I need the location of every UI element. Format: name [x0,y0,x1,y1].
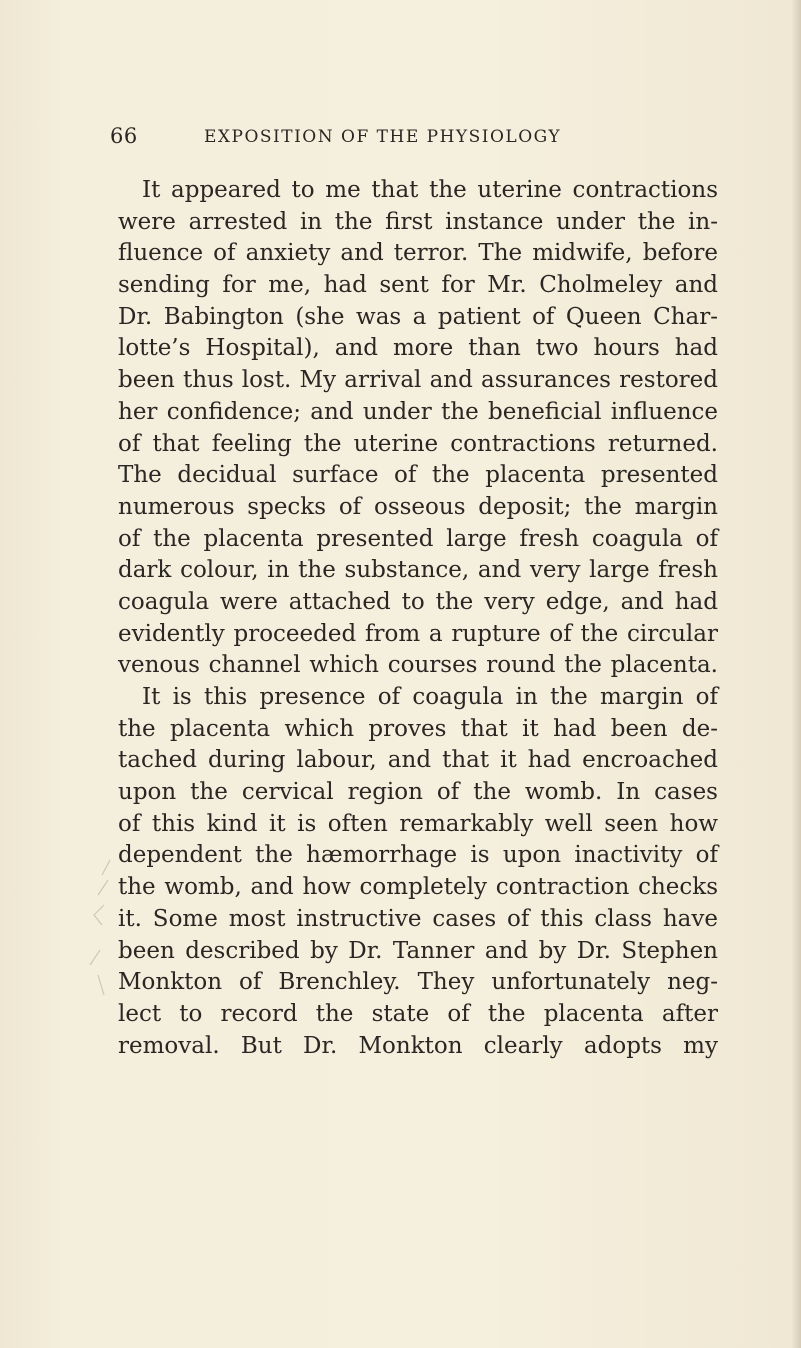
page-edge-shadow [791,0,801,1348]
running-head [0,124,801,154]
text-line: lotte’s Hospital), and more than two hours had [118,335,718,362]
text-line: removal. But Dr. Monkton clearly adopts my [118,1032,718,1059]
text-line: tached during labour, and that it had encroached [118,747,718,774]
text-line: the placenta which proves that it had been de- [118,715,718,742]
body-text [118,175,718,1062]
text-line: fluence of anxiety and terror. The midwife, before [118,240,718,267]
page-number: 66 [110,124,138,148]
text-line: been described by Dr. Tanner and by Dr. Stephen [118,937,718,964]
text-line: of this kind it is often remarkably well seen how [118,810,718,837]
text-line: it. Some most instructive cases of this class have [118,905,718,932]
text-line: been thus lost. My arrival and assurances restored [118,367,718,394]
text-line: of the placenta presented large fresh coagula of [118,525,718,552]
text-line: The decidual surface of the placenta presented [118,462,718,489]
text-line: It appeared to me that the uterine contractions [142,177,718,203]
running-head-title: EXPOSITION OF THE PHYSIOLOGY [204,127,562,147]
text-line: evidently proceeded from a rupture of the circular [118,620,718,647]
text-line: It is this presence of coagula in the margin of [142,684,718,710]
text-line: coagula were attached to the very edge, and had [118,588,718,615]
text-line: upon the cervical region of the womb. In cases [118,779,718,806]
show-through-mark [80,855,120,1005]
text-line: of that feeling the uterine contractions returned. [118,430,718,457]
text-line: sending for me, had sent for Mr. Cholmeley and [118,272,718,299]
text-line: her confidence; and under the beneficial influence [118,398,718,425]
text-line: Dr. Babington (she was a patient of Queen Char- [118,303,718,330]
text-line: venous channel which courses round the placenta. [118,652,718,679]
text-line: dark colour, in the substance, and very large fresh [118,557,718,584]
text-line: were arrested in the first instance under the in- [118,208,718,235]
text-line: dependent the hæmorrhage is upon inactivity of [118,842,718,869]
text-line: numerous specks of osseous deposit; the margin [118,493,718,520]
text-line: lect to record the state of the placenta after [118,1000,718,1027]
text-line: the womb, and how completely contraction checks [118,874,718,901]
text-line: Monkton of Brenchley. They unfortunately neg- [118,969,718,996]
